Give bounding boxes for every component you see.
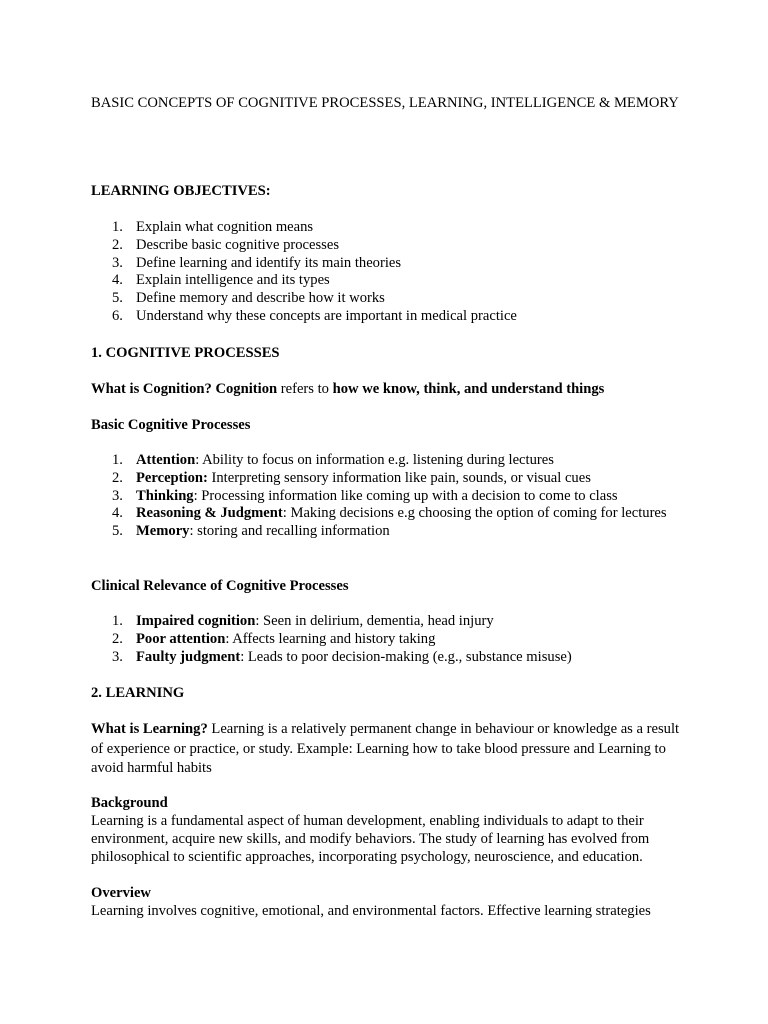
list-text: : Ability to focus on information e.g. listening during lectures [195,452,554,468]
objectives-heading: LEARNING OBJECTIVES: [91,183,271,199]
list-number: 6. [112,307,123,324]
list-text: Explain intelligence and its types [136,272,330,289]
list-text: Define learning and identify its main theories [136,254,402,271]
section-heading-learning: 2. LEARNING [91,685,185,701]
background-heading: Background [91,795,168,811]
list-term: Reasoning & Judgment [136,505,283,522]
list-number: 2. [112,236,123,253]
list-text: : Seen in delirium, dementia, head injury [255,613,494,629]
section-heading-cognitive: 1. COGNITIVE PROCESSES [91,345,280,361]
list-item [91,470,681,488]
overview-heading: Overview [91,885,151,901]
list-number: 1. [112,613,123,629]
list-number: 4. [112,505,123,522]
learning-definition: What is Learning? Learning is a relatively permanent change in behaviour or knowledge as a result of experience or practice, or study. Example: Learning how to take blood pressure and Learning to avoid harmful habits [91,721,680,776]
clinical-heading: Clinical Relevance of Cognitive Processes [91,578,349,594]
list-text: : Processing information like coming up with a decision to come to class [193,487,618,504]
background-text: Learning is a fundamental aspect of human development, enabling individuals to adapt to their environment, acquire new skills, and modify behaviors. The study of learning has evolved from philosophical to scientific approaches, incorporating psychology, neuroscience, and education. [91,813,650,865]
document-title: BASIC CONCEPTS OF COGNITIVE PROCESSES, LEARNING, INTELLIGENCE & MEMORY [91,95,679,111]
list-item [91,452,681,470]
list-term: Faulty judgment [136,648,241,665]
list-item [91,613,681,631]
list-item [91,255,681,273]
clinical-relevance-list [91,613,681,666]
list-text: Describe basic cognitive processes [136,236,340,253]
list-text: : Leads to poor decision-making (e.g., substance misuse) [240,648,572,665]
list-number: 1. [112,219,123,235]
list-number: 5. [112,523,123,540]
list-number: 2. [112,630,123,647]
list-number: 2. [112,469,123,486]
list-text: : Making decisions e.g choosing the option of coming for lectures [282,505,667,522]
list-number: 3. [112,254,123,271]
list-item [91,631,681,649]
list-term: Attention [136,452,196,468]
list-number: 1. [112,452,123,468]
list-text: Explain what cognition means [136,219,314,235]
list-item [91,488,681,506]
list-term: Thinking [136,487,194,504]
list-text: : Affects learning and history taking [225,630,436,647]
list-item [91,505,681,523]
list-number: 4. [112,272,123,289]
list-item [91,308,681,326]
list-item [91,237,681,255]
objectives-list [91,219,681,326]
list-term: Impaired cognition [136,613,256,629]
basic-processes-list [91,452,681,541]
list-item [91,219,681,237]
list-text: Interpreting sensory information like pain, sounds, or visual cues [207,469,591,486]
list-item [91,290,681,308]
overview-text: Learning involves cognitive, emotional, and environmental factors. Effective learning strategies [91,903,651,919]
list-term: Perception: [136,469,208,486]
list-number: 3. [112,648,123,665]
list-item [91,523,681,541]
list-text: Understand why these concepts are important in medical practice [136,307,517,324]
list-number: 3. [112,487,123,504]
list-text: : storing and recalling information [189,523,390,540]
cognition-definition: What is Cognition? Cognition refers to how we know, think, and understand things [91,381,605,397]
list-term: Poor attention [136,630,226,647]
basic-processes-heading: Basic Cognitive Processes [91,417,251,433]
list-item [91,649,681,667]
list-number: 5. [112,290,123,307]
list-term: Memory [136,523,190,540]
list-item [91,272,681,290]
list-text: Define memory and describe how it works [136,290,385,307]
